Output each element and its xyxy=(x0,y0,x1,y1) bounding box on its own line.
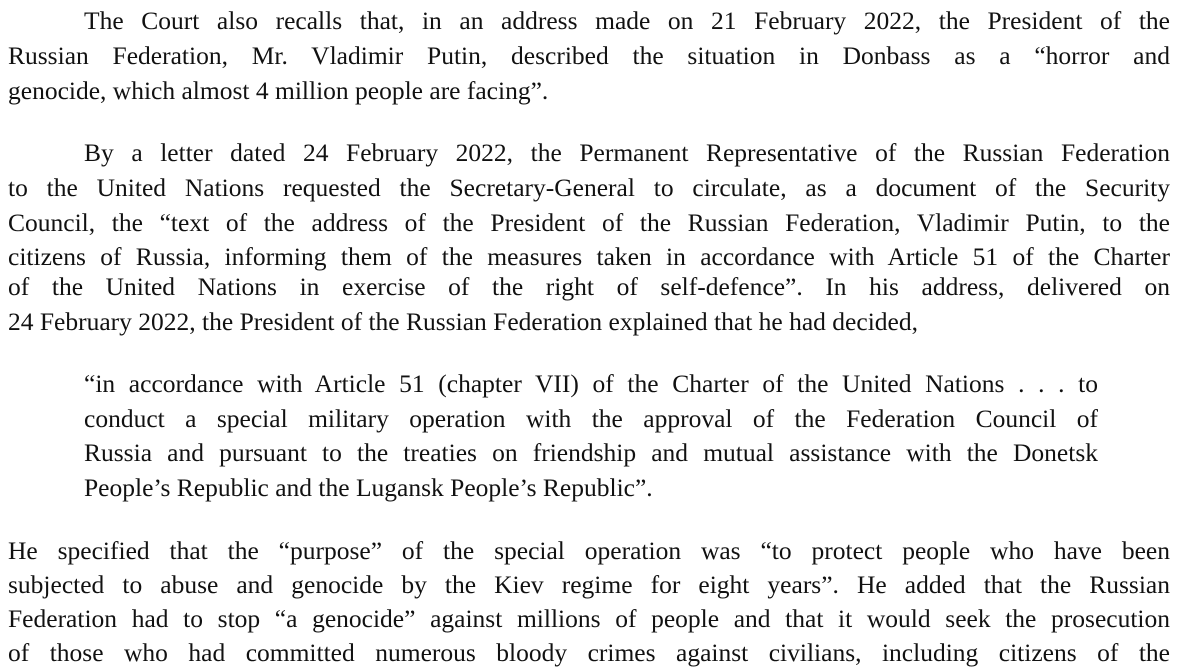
text-line: of the United Nations in exercise of the right of self-defence”. In his address, delivered on xyxy=(8,272,1170,301)
text-line: Council, the “text of the address of the President of the Russian Federation, Vladimir Putin, to the xyxy=(8,208,1170,237)
text-line: Russian Federation, Mr. Vladimir Putin, described the situation in Donbass as a “horror and xyxy=(8,41,1170,70)
text-line: Federation had to stop “a genocide” against millions of people and that it would seek the prosecution xyxy=(8,604,1170,633)
text-line: of those who had committed numerous bloody crimes against civilians, including citizens of the xyxy=(8,638,1170,667)
text-line: genocide, which almost 4 million people are facing”. xyxy=(8,76,549,105)
quote-line: conduct a special military operation with the approval of the Federation Council of xyxy=(84,404,1098,433)
text-line: citizens of Russia, informing them of the measures taken in accordance with Article 51 of the Charter xyxy=(8,242,1170,271)
text-line: He specified that the “purpose” of the special operation was “to protect people who have been xyxy=(8,536,1170,565)
quote-line: People’s Republic and the Lugansk People’s Republic”. xyxy=(84,473,653,502)
text-line: 24 February 2022, the President of the Russian Federation explained that he had decided, xyxy=(8,307,918,336)
quote-line: “in accordance with Article 51 (chapter VII) of the Charter of the United Nations . . . to xyxy=(84,369,1098,398)
text-line: The Court also recalls that, in an address made on 21 February 2022, the President of the xyxy=(84,6,1170,35)
text-line: By a letter dated 24 February 2022, the Permanent Representative of the Russian Federation xyxy=(84,138,1170,167)
text-line: subjected to abuse and genocide by the Kiev regime for eight years”. He added that the Russian xyxy=(8,570,1170,599)
text-line: to the United Nations requested the Secretary-General to circulate, as a document of the Security xyxy=(8,173,1170,202)
quote-line: Russia and pursuant to the treaties on friendship and mutual assistance with the Donetsk xyxy=(84,438,1098,467)
